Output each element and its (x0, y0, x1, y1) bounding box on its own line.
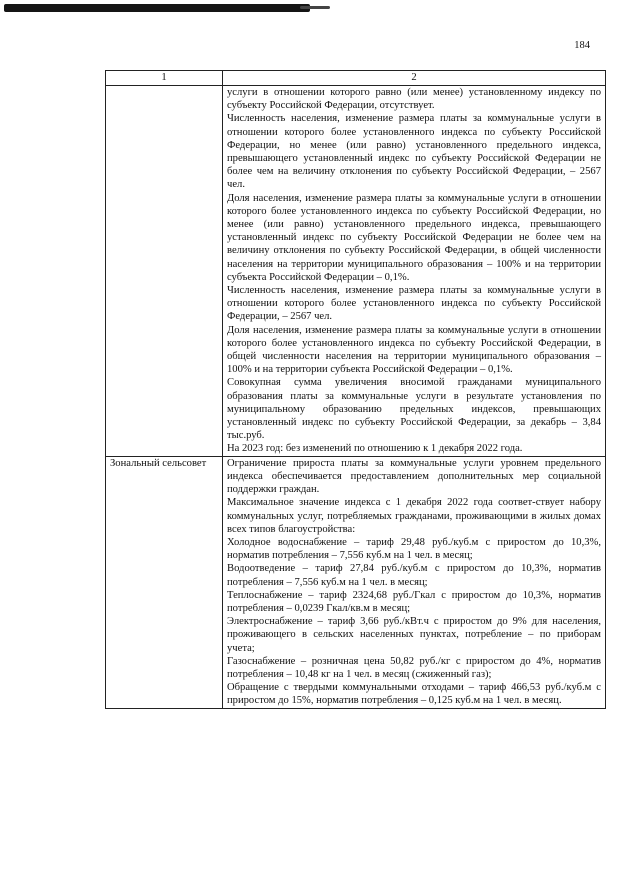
column-header-2: 2 (223, 71, 606, 86)
paragraph: Газоснабжение – розничная цена 50,82 руб./кг с приростом до 4%, норматив потребления – 10,48 кг на 1 чел. в месяц (сжиженный газ); (227, 655, 601, 680)
paragraph: Электроснабжение – тариф 3,66 руб./кВт.ч с приростом до 9% для населения, проживающего в сельских населенных пунктах, потребление – по приборам учета; (227, 616, 601, 654)
table-header-row (106, 71, 606, 86)
paragraph: Водоотведение – тариф 27,84 руб./куб.м с приростом до 10,3%, норматив потребления – 7,556 куб.м на 1 чел. в месяц; (227, 563, 601, 588)
paragraph: Теплоснабжение – тариф 2324,68 руб./Гкал с приростом до 10,3%, норматив потребления – 0,0239 Гкал/кв.м в месяц; (227, 589, 601, 614)
table-row (106, 86, 606, 457)
description-cell (223, 456, 606, 708)
description-cell (223, 86, 606, 457)
scan-artifact-bar (4, 4, 310, 12)
paragraph: Ограничение прироста платы за коммунальные услуги уровнем предельного индекса обеспечивается предоставлением дополнительных мер социальной поддержки граждан. (227, 457, 601, 496)
paragraph: Доля населения, изменение размера платы за коммунальные услуги в отношении которого более установленного индекса по субъекту Российской Федерации, но менее (или равно) установленного предельного индекса, превышающего установленный индекс по субъекту Российской Федерации не более чем на величину отклонения по субъекту Российской Федерации, в общей численности населения на территории муниципального образования – 100% и на территории субъекта Российской Федерации – 0,1%. (227, 192, 601, 283)
paragraph: Максимальное значение индекса с 1 декабря 2022 года соответ-ствует набору коммунальных услуг, потребляемых гражданами, проживающими в жилых домах всех типов благоустройства: (227, 497, 601, 535)
table-row (106, 456, 606, 708)
page-number: 184 (574, 40, 590, 51)
paragraph: Численность населения, изменение размера платы за коммунальные услуги в отношении которого более установленного индекса по субъекту Российской Федерации, – 2567 чел. (227, 285, 601, 323)
municipality-name-cell (106, 86, 223, 457)
paragraph: Холодное водоснабжение – тариф 29,48 руб./куб.м с приростом до 10,3%, норматив потребления – 7,556 куб.м на 1 чел. в месяц; (227, 536, 601, 562)
column-header-1: 1 (106, 71, 223, 86)
document-table (105, 70, 606, 709)
scan-artifact-line (300, 6, 330, 9)
paragraph: Обращение с твердыми коммунальными отходами – тариф 466,53 руб./куб.м с приростом до 15%, норматив потребления – 0,125 куб.м на 1 чел. в месяц. (227, 682, 601, 707)
municipality-name: Зональный сельсовет (110, 457, 207, 469)
paragraph: Совокупная сумма увеличения вносимой гражданами муниципального образования платы за коммунальные услуги в результате установления по муниципальному образованию предельных индексов, превышающих установленный индекс по субъекту Российской Федерации, за декабрь – 3,84 тыс.руб. (227, 377, 601, 442)
paragraph: На 2023 год: без изменений по отношению к 1 декабря 2022 года. (227, 443, 523, 455)
paragraph: Доля населения, изменение размера платы за коммунальные услуги в отношении которого более установленного индекса по субъекту Российской Федерации, в общей численности населения на территории муниципального образования – 100% и на территории субъекта Российской Федерации – 0,1%. (227, 324, 601, 376)
paragraph: услуги в отношении которого равно (или менее) установленному индексу по субъекту Российской Федерации, отсутствует. (227, 87, 601, 112)
municipality-name-cell (106, 456, 223, 708)
paragraph: Численность населения, изменение размера платы за коммунальные услуги в отношении которого более установленного индекса по субъекту Российской Федерации, но менее (или равно) установленного предельного индекса, превышающего установленный индекс по субъекту Российской Федерации не более чем на величину отклонения по субъекту Российской Федерации, – 2567 чел. (227, 113, 601, 191)
